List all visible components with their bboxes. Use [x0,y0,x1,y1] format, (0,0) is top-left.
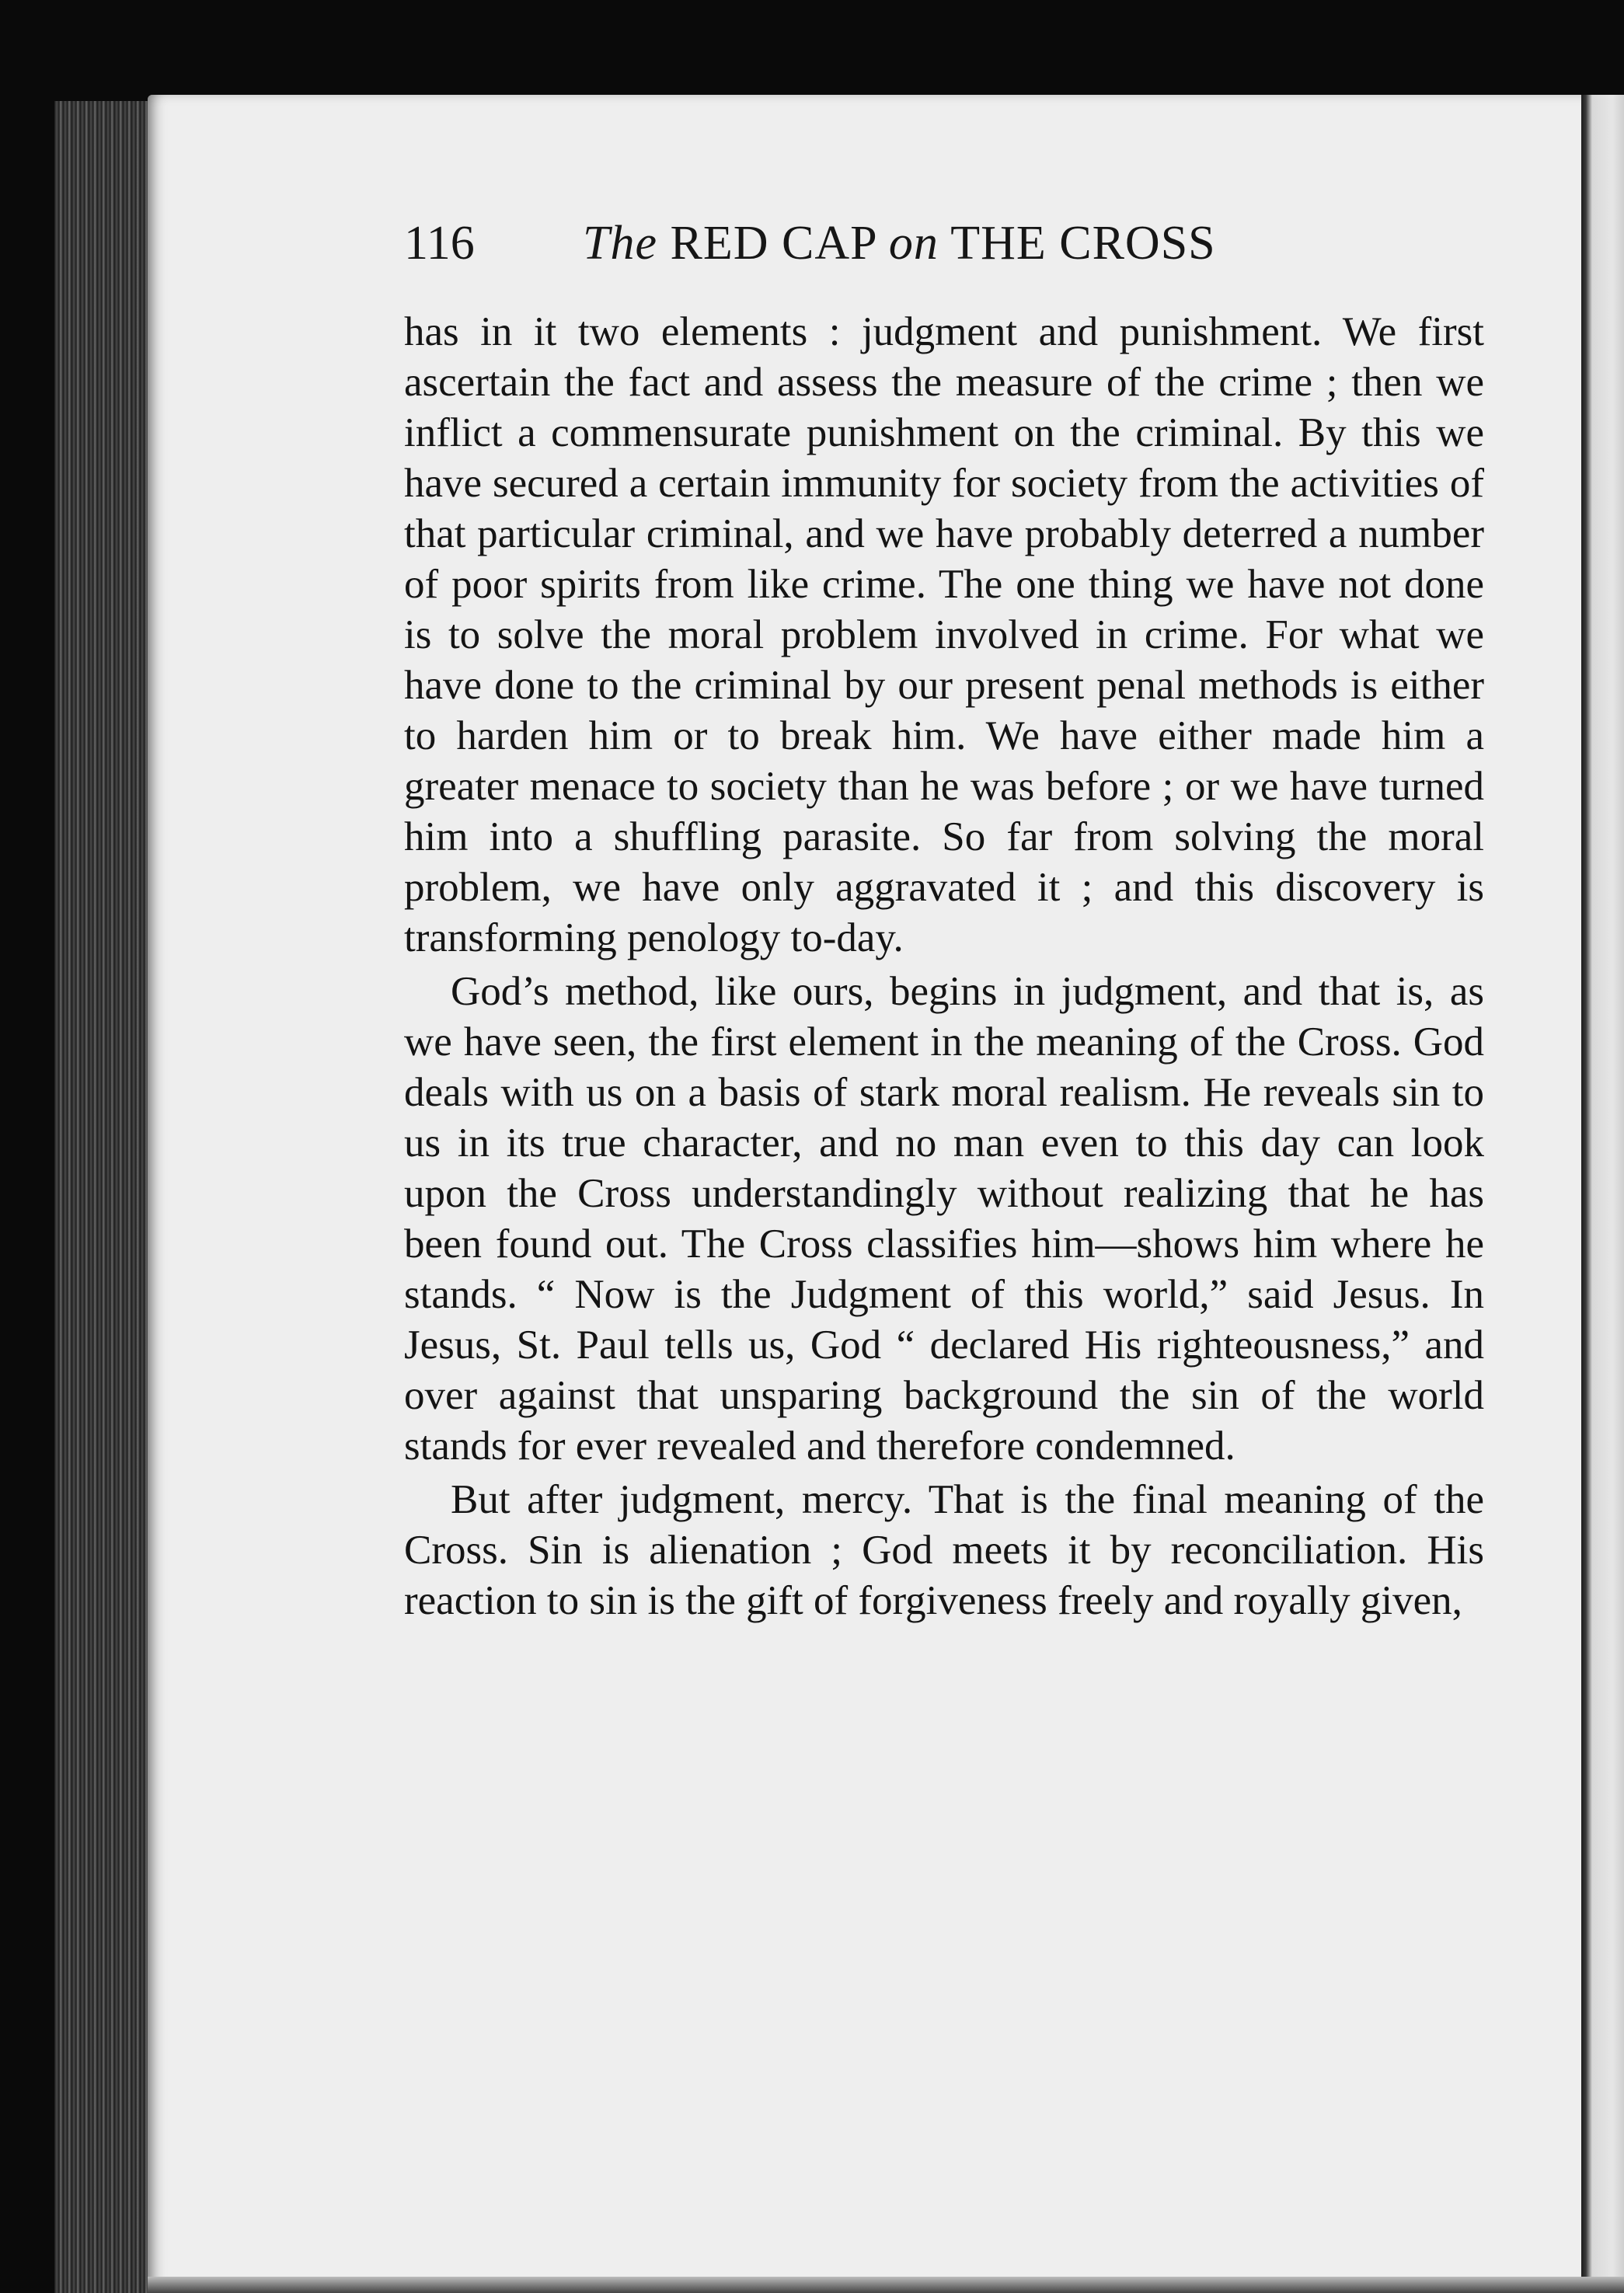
paragraph-2: God’s method, like ours, begins in judgment, and that is, as we have seen, the first element in the meaning of the Cross. God deals with us on a basis of stark moral realism. He reveals sin to us in its true character, and no man even to this day can look upon the Cross understandingly without realizing that he has been found out. The Cross classifies him—shows him where he stands. “ Now is the Judgment of this world,” said Jesus. In Jesus, St. Paul tells us, God “ declared His righteousness,” and over against that unsparing background the sin of the world stands for ever revealed and therefore condemned. [404,969,1484,1469]
body-text [404,307,1484,1629]
book-binding-edge [54,101,155,2293]
page-number: 116 [404,217,475,270]
running-head-on: on [888,217,939,270]
paragraph-3: But after judgment, mercy. That is the final meaning of the Cross. Sin is alienation ; God meets it by reconciliation. His reaction to sin is the gift of forgiveness freely and royally given, [404,1477,1484,1623]
running-head-red-cap: RED CAP [670,217,876,270]
page-bottom-edge [148,2277,1624,2293]
page-right-edge [1581,95,1624,2293]
paragraph-1: has in it two elements : judgment and punishment. We first ascertain the fact and assess the measure of the crime ; then we inflict a commensurate punishment on the criminal. By this we have secured a certain immunity for society from the activities of that particular criminal, and we have probably deterred a number of poor spirits from like crime. The one thing we have not done is to solve the moral problem involved in crime. For what we have done to the criminal by our present penal methods is either to harden him or to break him. We have either made him a greater menace to society than he was before ; or we have turned him into a shuffling parasite. So far from solving the moral problem, we have only aggravated it ; and this discovery is transforming penology to-day. [404,309,1484,960]
running-head-the-cross: THE CROSS [950,217,1216,270]
running-head [583,216,1216,271]
page-header [404,216,1570,278]
running-head-the: The [583,217,657,270]
